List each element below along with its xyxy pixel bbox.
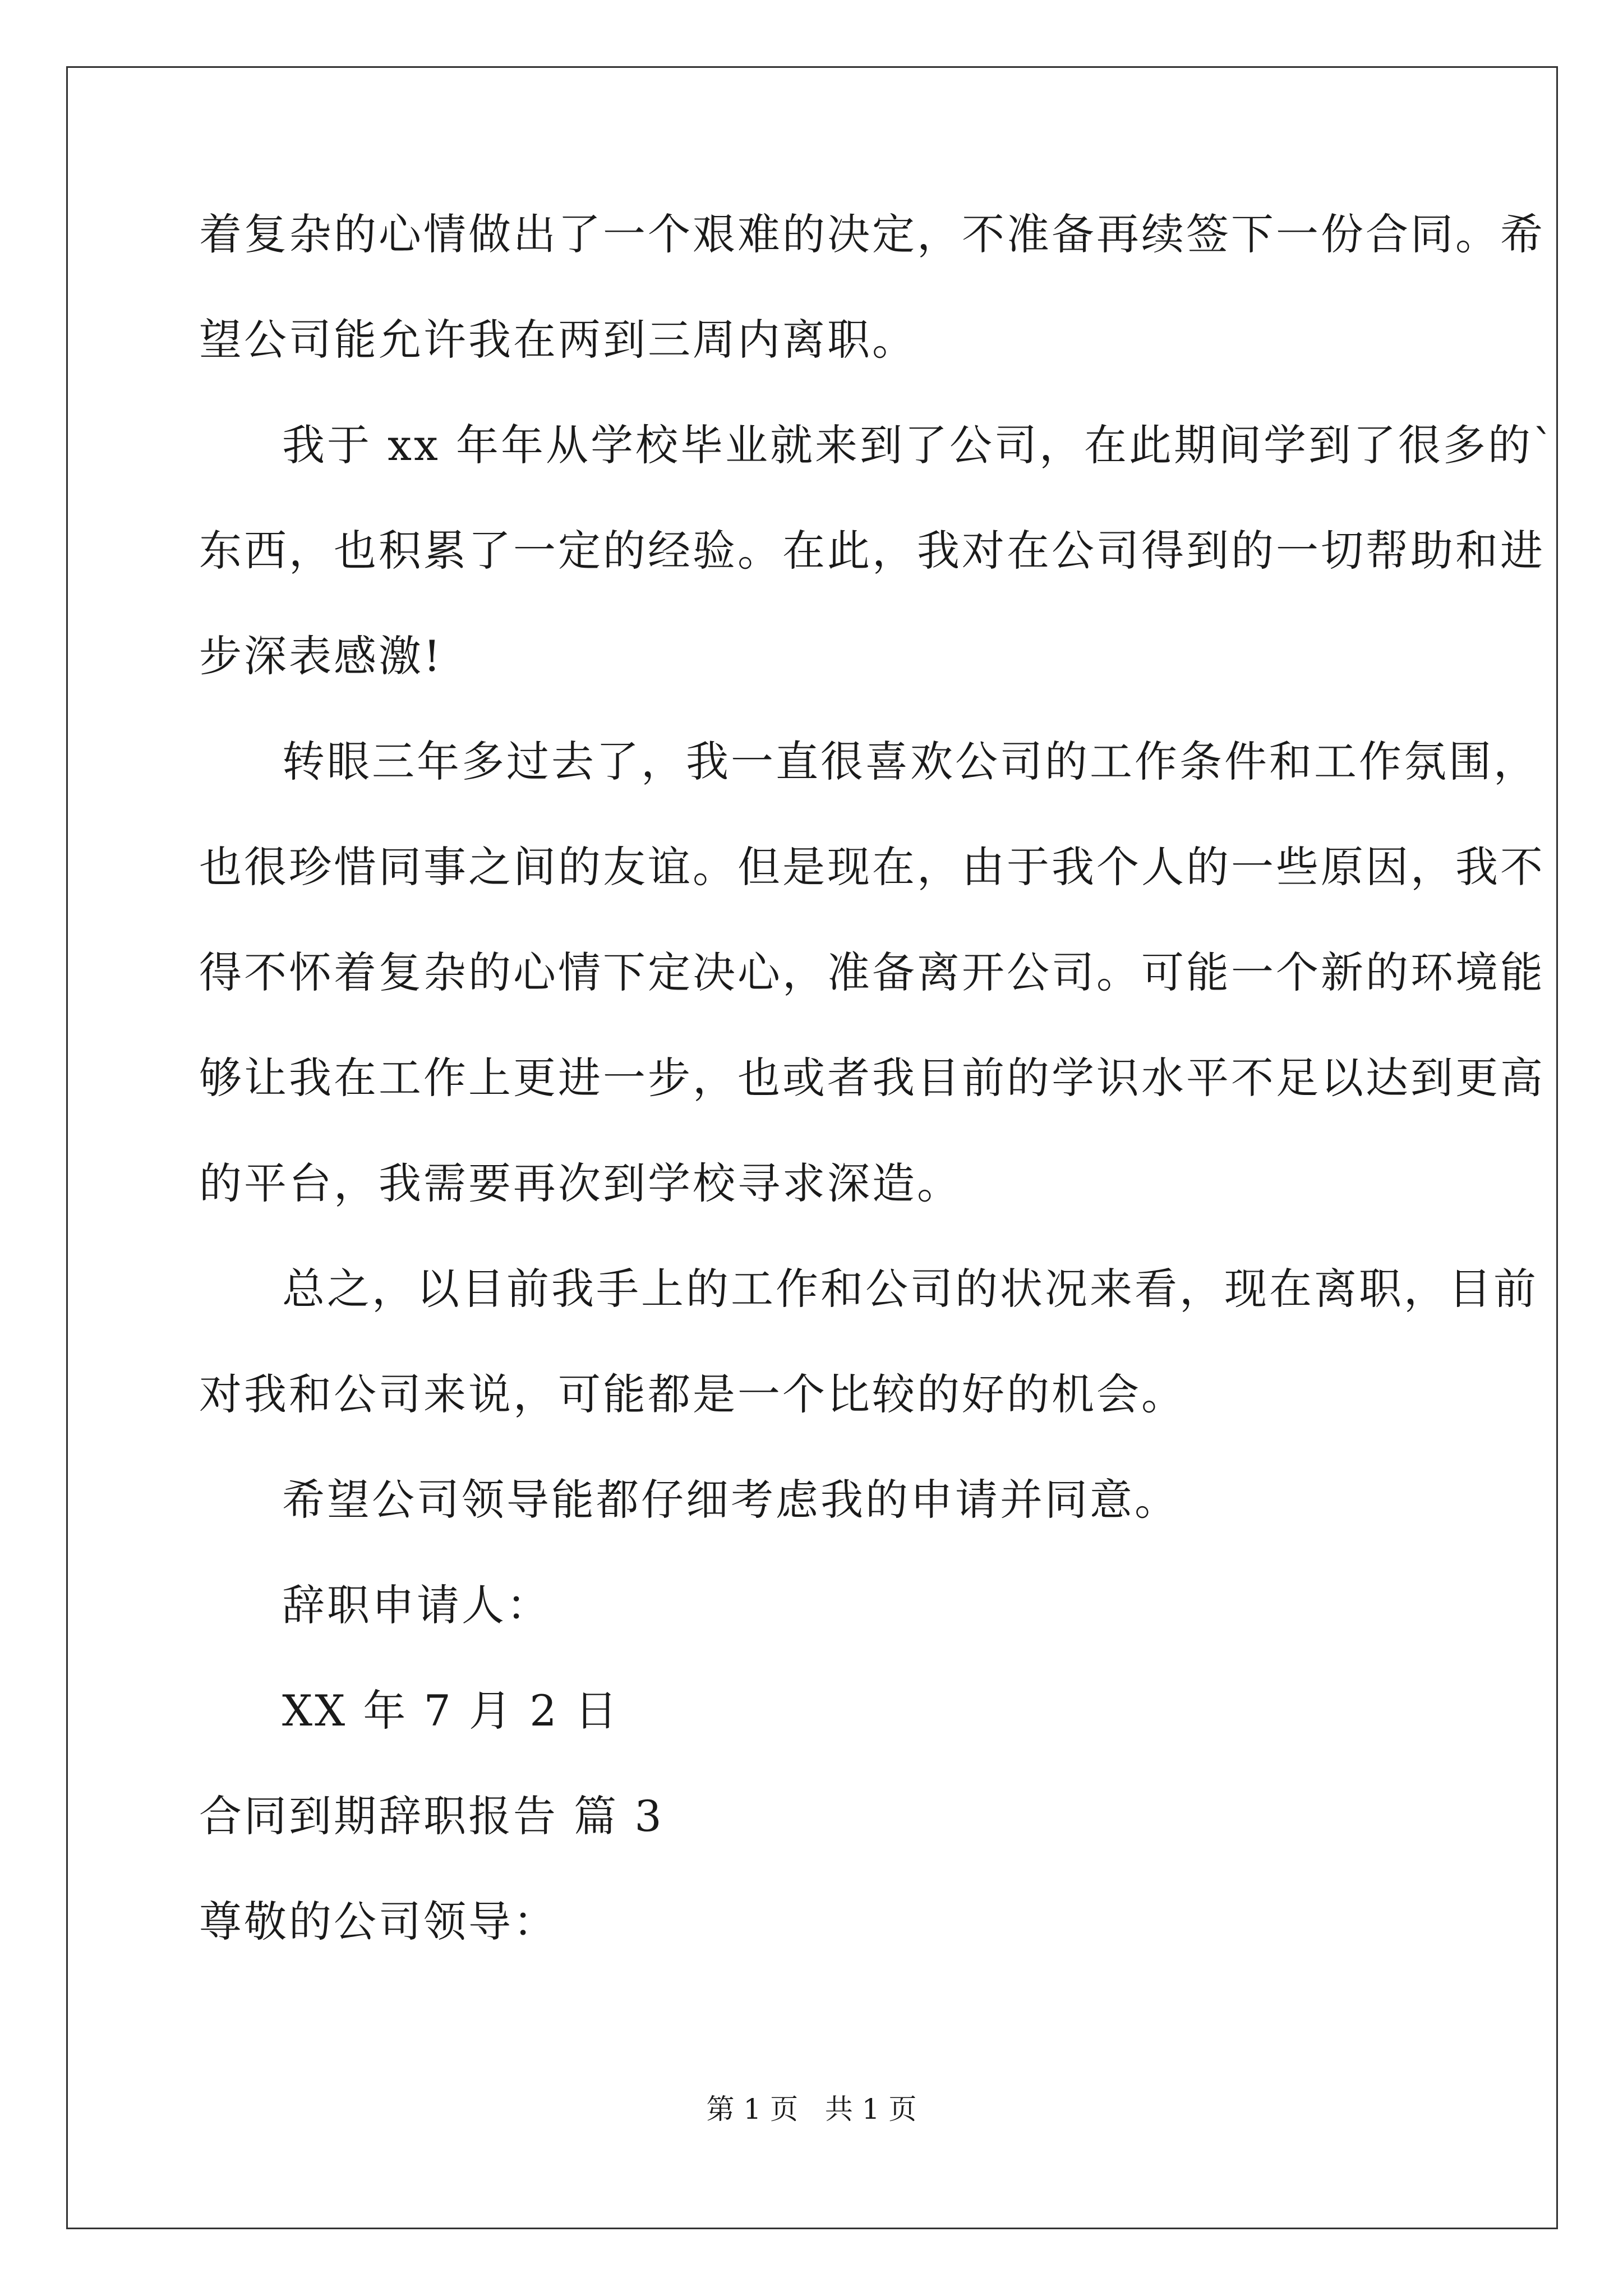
paragraph-line: 的平台，我需要再次到学校寻求深造。 [199, 1158, 962, 1208]
paragraph-line: 希望公司领导能都仔细考虑我的申请并同意。 [282, 1475, 1179, 1525]
paragraph-line: 着复杂的心情做出了一个艰难的决定，不准备再续签下一份合同。希 [199, 209, 1545, 259]
paragraph-line: 得不怀着复杂的心情下定决心，准备离开公司。可能一个新的环境能 [199, 947, 1545, 997]
salutation: 尊敬的公司领导： [199, 1897, 558, 1947]
paragraph-line: 东西，也积累了一定的经验。在此，我对在公司得到的一切帮助和进 [199, 526, 1545, 576]
paragraph-line: 望公司能允许我在两到三周内离职。 [199, 315, 917, 365]
paragraph-line: 也很珍惜同事之间的友谊。但是现在，由于我个人的一些原因，我不 [199, 842, 1545, 892]
date-line: XX 年 7 月 2 日 [282, 1686, 620, 1736]
signature-label: 辞职申请人： [282, 1580, 551, 1630]
paragraph-line: 够让我在工作上更进一步，也或者我目前的学识水平不足以达到更高 [199, 1053, 1545, 1103]
paragraph-line: 转眼三年多过去了，我一直很喜欢公司的工作条件和工作氛围， [282, 737, 1538, 786]
paragraph-line: 步深表感激! [199, 631, 443, 681]
paragraph-line: 对我和公司来说，可能都是一个比较的好的机会。 [199, 1369, 1186, 1419]
paragraph-line: 我于 xx 年年从学校毕业就来到了公司，在此期间学到了很多的` [282, 420, 1557, 470]
page-footer: 第 1 页 共 1 页 [706, 2093, 917, 2125]
section-heading: 合同到期辞职报告 篇 3 [199, 1791, 664, 1841]
paragraph-line: 总之，以目前我手上的工作和公司的状况来看，现在离职，目前 [282, 1264, 1538, 1314]
